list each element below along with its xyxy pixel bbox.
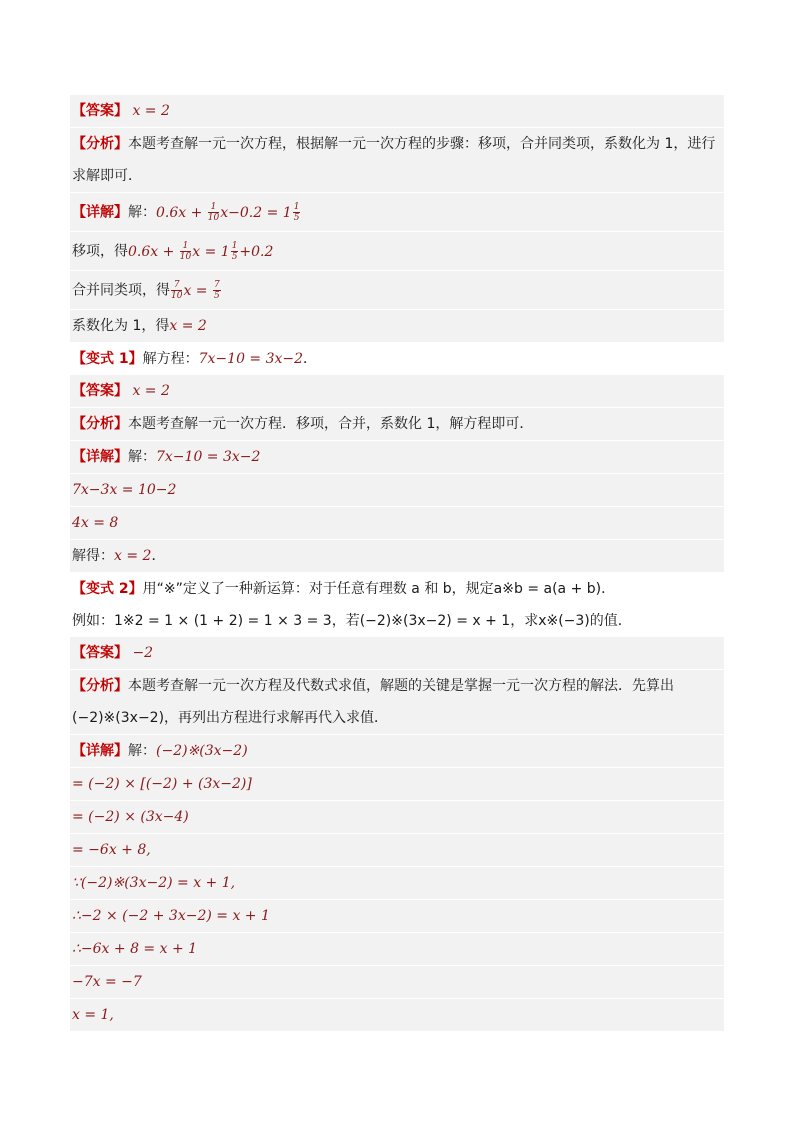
fraction: $\frac{1}{10}$ (179, 241, 192, 262)
detail-label: 【详解】 (72, 743, 128, 759)
detail-row: 【详解】解：7x−10 = 3x−2 (70, 441, 724, 473)
equation: ∴−6x + 8 = x + 1 (72, 941, 198, 957)
equation: 7x−10 = 3x−2 (156, 449, 261, 465)
step-row (70, 310, 724, 342)
question-row: 【变式 1】解方程：7x−10 = 3x−2． (72, 351, 318, 367)
answer-label: 【答案】 (72, 103, 128, 119)
equation: 7x−3x = 10−2 (72, 482, 177, 498)
fraction: $\frac{1}{10}$ (207, 202, 220, 223)
step-prefix: 系数化为 1，得 (72, 318, 170, 334)
step-row (70, 768, 724, 800)
answer-value: x = 2 (132, 383, 170, 399)
question-equation: 7x−10 = 3x−2 (198, 351, 304, 367)
step-row (70, 933, 724, 965)
step-prefix: 合并同类项，得 (72, 282, 170, 299)
answer-value: x = 2 (132, 103, 170, 119)
equation: = (−2) × (3x−4) (72, 809, 189, 825)
analysis-label: 【分析】 (72, 136, 128, 152)
fraction: $\frac{1}{5}$ (293, 202, 300, 223)
equation: ∴−2 × (−2 + 3x−2) = x + 1 (72, 908, 270, 924)
step-row (70, 801, 724, 833)
answer-row (70, 375, 724, 407)
equation: 4x = 8 (72, 515, 119, 531)
step-row (70, 834, 724, 866)
step-row (70, 999, 724, 1031)
equation: (−2)※(3x−2) (156, 743, 248, 759)
fraction: $\frac{1}{5}$ (231, 241, 238, 262)
fraction: $\frac{7}{10}$ (171, 280, 183, 301)
answer-label: 【答案】 (72, 383, 128, 399)
analysis-row (70, 408, 724, 440)
step-row (70, 867, 724, 899)
step-row (70, 900, 724, 932)
equation: x = 1, (72, 1007, 114, 1023)
equation: $\frac{7}{10}$ x = $\frac{7}{5}$ (171, 280, 220, 301)
analysis-label: 【分析】 (72, 416, 128, 432)
fraction: $\frac{7}{5}$ (213, 280, 220, 301)
equation: ∵(−2)※(3x−2) = x + 1, (72, 875, 236, 891)
analysis-row (70, 128, 724, 192)
detail-prefix: 解： (128, 204, 156, 221)
step-row: 解得：x = 2． (70, 540, 724, 572)
equation: = (−2) × [(−2) + (3x−2)] (72, 776, 252, 792)
variant-label: 【变式 1】 (72, 351, 143, 367)
answer-row (70, 637, 724, 669)
analysis-label: 【分析】 (72, 678, 128, 694)
variant-label: 【变式 2】 (72, 581, 143, 597)
detail-label: 【详解】 (72, 204, 128, 221)
analysis-text: 本题考查解一元一次方程及代数式求值，解题的关键是掌握一元一次方程的解法．先算出(−2)※(3x−2)，再列出方程进行求解再代入求值． (72, 678, 674, 726)
question-prefix: 解方程： (142, 351, 199, 367)
step-row (70, 966, 724, 998)
equation: x = 2 (169, 318, 207, 334)
step-row (70, 271, 724, 309)
detail-row (70, 193, 724, 231)
question-row (70, 605, 724, 637)
detail-label: 【详解】 (72, 449, 128, 465)
question-row (70, 573, 724, 605)
equation: 0.6x + $\frac{1}{10}$ x−0.2 = 1 $\frac{1}{5}$ (156, 202, 300, 223)
answer-value: −2 (132, 645, 154, 661)
equation: −7x = −7 (72, 974, 142, 990)
equation: = −6x + 8, (72, 842, 151, 858)
analysis-text: 本题考查解一元一次方程，根据解一元一次方程的步骤：移项，合并同类项，系数化为 1，进行求解即可． (72, 136, 716, 184)
answer-row (70, 95, 724, 127)
step-prefix: 移项，得 (72, 243, 128, 260)
step-row (70, 232, 724, 270)
question-text: 例如：1※2 = 1 × (1 + 2) = 1 × 3 = 3，若(−2)※(3x−2) = x + 1，求x※(−3)的值． (72, 613, 632, 629)
question-text: 用“※”定义了一种新运算：对于任意有理数 a 和 b，规定a※b = a(a + b)． (142, 581, 616, 597)
equation: x = 2 (114, 548, 152, 564)
step-row (70, 474, 724, 506)
step-row (70, 507, 724, 539)
answer-label: 【答案】 (72, 645, 128, 661)
detail-row: 【详解】解：(−2)※(3x−2) (70, 735, 724, 767)
analysis-row (70, 670, 724, 734)
analysis-text: 本题考查解一元一次方程．移项，合并，系数化 1，解方程即可． (128, 416, 534, 432)
equation: 0.6x + $\frac{1}{10}$ x = 1 $\frac{1}{5}$ +0.2 (128, 241, 274, 262)
worksheet-page (70, 95, 724, 1032)
